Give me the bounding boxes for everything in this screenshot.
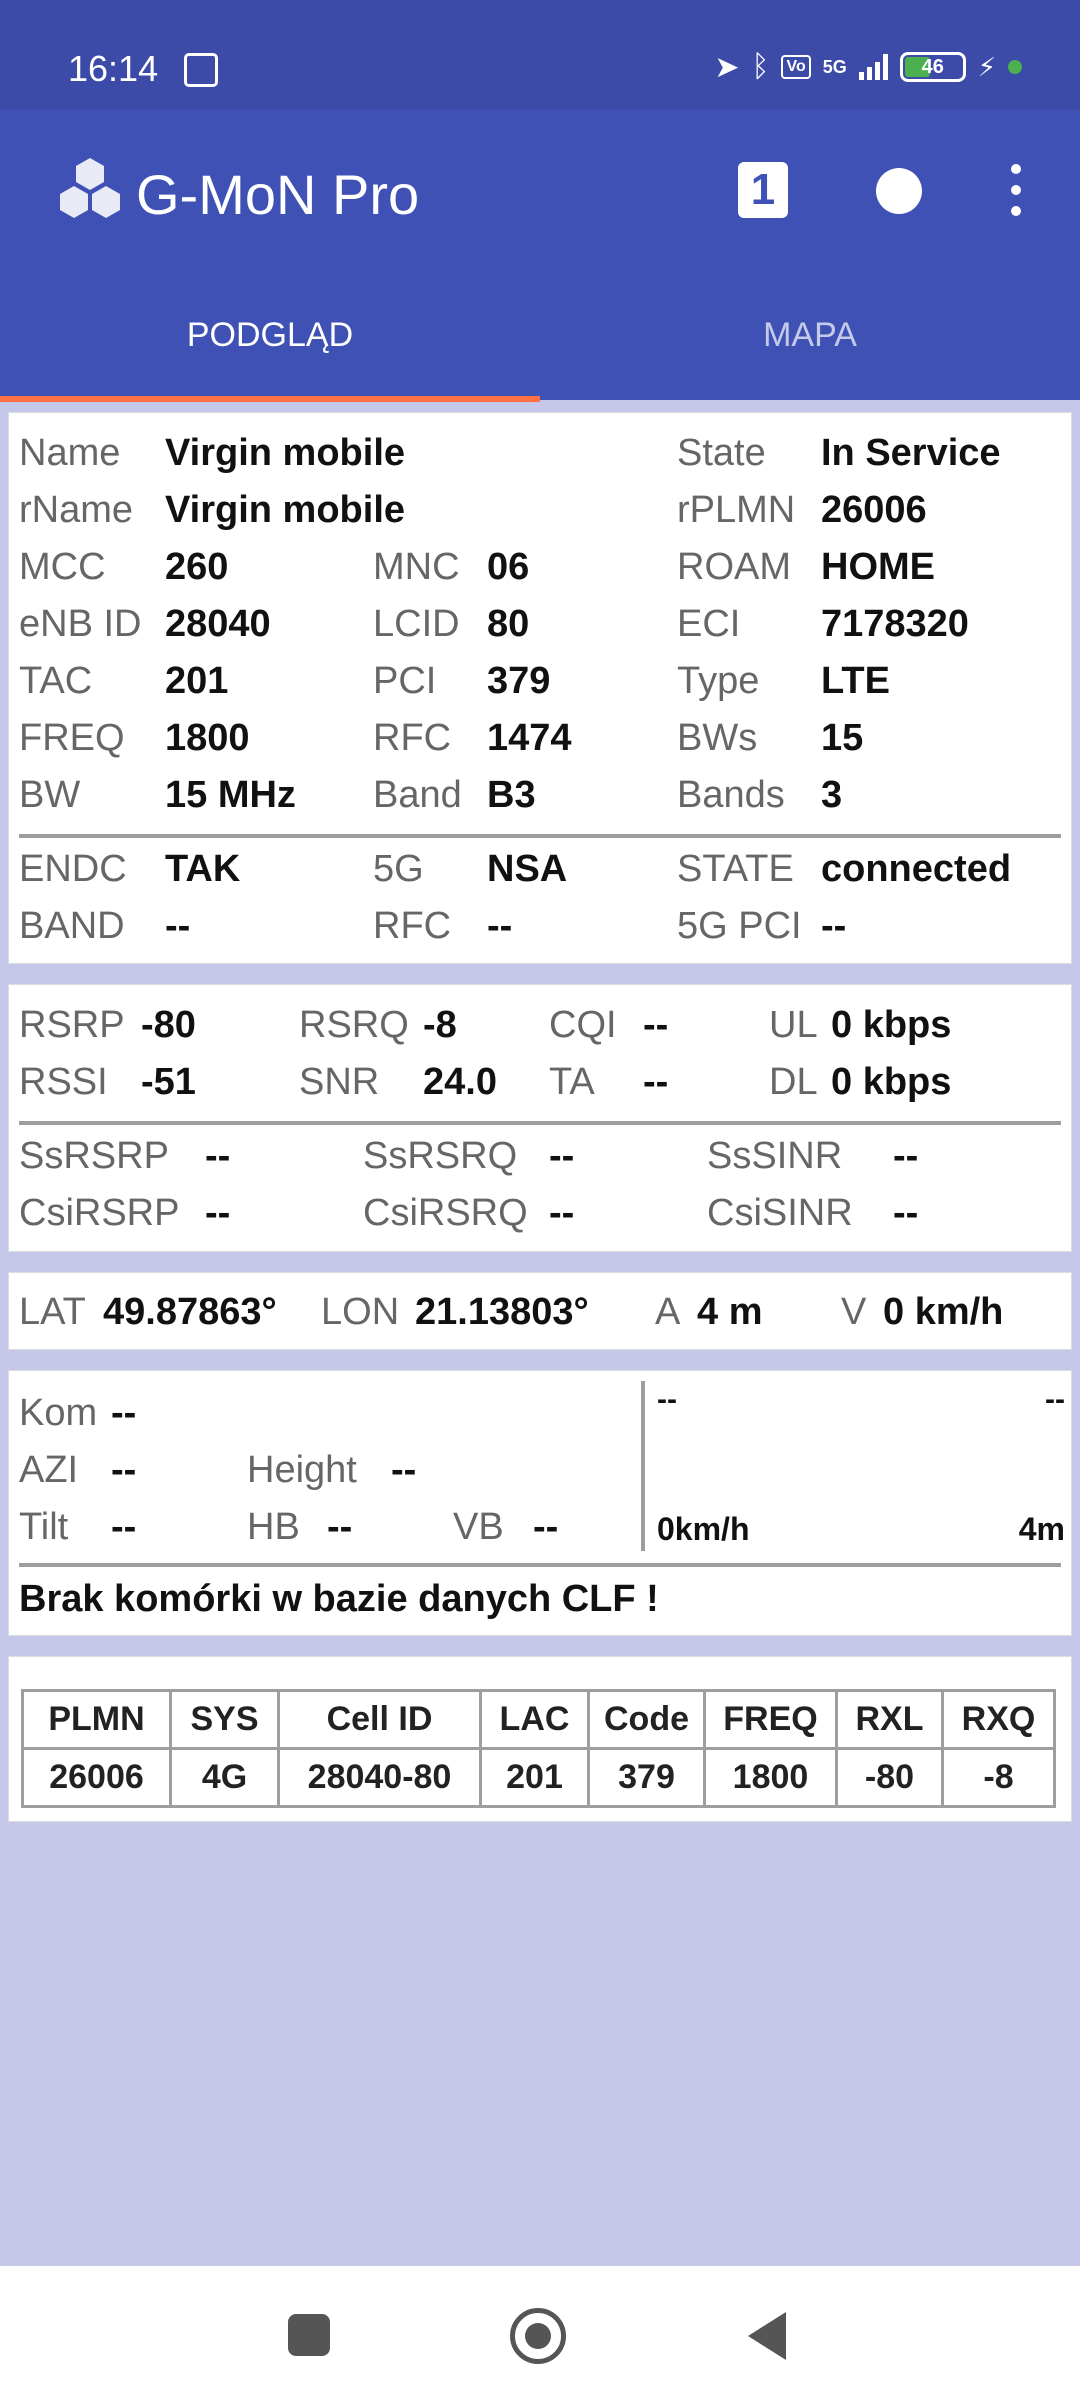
5g-pci-value: -- [821,905,847,947]
status-icons [714,45,1022,89]
csirsrq-label: CsiRSRQ [363,1192,528,1234]
eci-value: 7178320 [821,603,969,645]
cell-table-card [8,1656,1072,1822]
ta-label: TA [549,1061,595,1103]
height-value: -- [391,1449,417,1491]
tac-value: 201 [165,660,229,702]
ul-value: 0 kbps [831,1004,952,1046]
speed-chart-top-left: -- [657,1383,677,1416]
navigation-bar [0,2266,1080,2400]
rplmn-value: 26006 [821,489,927,531]
csirsrp-label: CsiRSRP [19,1192,180,1234]
status-time: 16:14 [68,48,159,89]
ssrsrp-value: -- [205,1135,231,1177]
speed-label: V [841,1291,867,1333]
bws-label: BWs [677,717,758,759]
signal-card [8,984,1072,1252]
mcc-label: MCC [19,546,106,588]
bw-value: 15 MHz [165,774,296,816]
dl-label: DL [769,1061,818,1103]
altitude-label: A [655,1291,681,1333]
tilt-label: Tilt [19,1506,69,1548]
column-header: RXQ [943,1691,1055,1749]
tilt-value: -- [111,1506,137,1548]
endc-label: ENDC [19,848,127,890]
state-label: State [677,432,766,474]
band2-label: BAND [19,905,125,947]
table-row [23,1749,1055,1807]
column-header: LAC [481,1691,589,1749]
ssrsrq-label: SsRSRQ [363,1135,518,1177]
bands-value: 3 [821,774,843,816]
divider [19,834,1061,838]
ta-value: -- [643,1061,669,1103]
cqi-value: -- [643,1004,669,1046]
band-label: Band [373,774,462,816]
rfc-label: RFC [373,717,452,759]
divider [19,1563,1061,1567]
bands-label: Bands [677,774,785,816]
rfc-value: 1474 [487,717,572,759]
rname-value: Virgin mobile [165,489,406,531]
more-options-icon[interactable] [1006,164,1026,216]
roam-value: HOME [821,546,935,588]
bws-value: 15 [821,717,864,759]
vertical-divider [641,1381,645,1551]
lat-label: LAT [19,1291,86,1333]
neighbor-cell-table [21,1689,1056,1808]
speed-chart-top-right: -- [1045,1383,1065,1416]
signal-strength-icon [859,54,888,80]
type-label: Type [677,660,760,702]
kom-label: Kom [19,1392,98,1434]
csisinr-value: -- [893,1192,919,1234]
hb-value: -- [327,1506,353,1548]
divider [19,1121,1061,1125]
band-value: B3 [487,774,536,816]
type-value: LTE [821,660,890,702]
enb-label: eNB ID [19,603,142,645]
table-cell: 26006 [23,1749,171,1807]
ul-label: UL [769,1004,818,1046]
cell-info-card [8,412,1072,964]
sssinr-value: -- [893,1135,919,1177]
column-header: FREQ [705,1691,837,1749]
rssi-value: -51 [141,1061,196,1103]
app-logo-icon [52,154,128,230]
csirsrp-value: -- [205,1192,231,1234]
rplmn-label: rPLMN [677,489,796,531]
location-arrow-icon: ➤ [714,50,740,84]
speed-chart-speed: 0km/h [657,1511,750,1547]
table-cell: -80 [837,1749,943,1807]
record-icon[interactable] [876,168,922,214]
name-label: Name [19,432,121,474]
column-header: Code [589,1691,705,1749]
table-cell: 379 [589,1749,705,1807]
tab-mapa[interactable]: MAPA [763,316,857,354]
vb-label: VB [453,1506,504,1548]
tab-indicator [0,396,540,402]
battery-level: 46 [921,55,944,78]
privacy-dot-icon [1008,60,1022,74]
name-value: Virgin mobile [165,432,406,474]
table-cell: 201 [481,1749,589,1807]
volte-icon: Vo [781,55,810,79]
band2-value: -- [165,905,191,947]
hb-label: HB [247,1506,300,1548]
dl-value: 0 kbps [831,1061,952,1103]
lon-value: 21.13803° [415,1291,589,1333]
table-cell: 1800 [705,1749,837,1807]
5g-icon: 5G [822,57,847,77]
rssi-label: RSSI [19,1061,108,1103]
sssinr-label: SsSINR [707,1135,843,1177]
home-button[interactable] [510,2308,566,2364]
state-value: In Service [821,432,1001,474]
column-header: SYS [171,1691,279,1749]
lat-value: 49.87863° [103,1291,277,1333]
ssrsrp-label: SsRSRP [19,1135,169,1177]
clf-message: Brak komórki w bazie danych CLF ! [19,1578,659,1620]
rsrq-value: -8 [423,1004,457,1046]
column-header: Cell ID [279,1691,481,1749]
ssrsrq-value: -- [549,1135,575,1177]
endc-value: TAK [165,848,241,890]
battery-icon [900,52,966,82]
5g-pci-label: 5G PCI [677,905,802,947]
azi-value: -- [111,1449,137,1491]
table-header-row [23,1691,1055,1749]
azi-label: AZI [19,1449,79,1491]
vb-value: -- [533,1506,559,1548]
bw-label: BW [19,774,81,816]
speed-chart-distance: 4m [1018,1511,1065,1547]
tac-label: TAC [19,660,93,702]
table-cell: 28040-80 [279,1749,481,1807]
column-header: PLMN [23,1691,171,1749]
table-cell: 4G [171,1749,279,1807]
status-bar [0,0,1080,110]
notification-icon [184,53,218,87]
state2-value: connected [821,848,1012,890]
height-label: Height [247,1449,357,1491]
altitude-value: 4 m [697,1291,763,1333]
mcc-value: 260 [165,546,229,588]
eci-label: ECI [677,603,741,645]
charging-icon: ⚡ [977,51,996,82]
rname-label: rName [19,489,134,531]
rsrp-value: -80 [141,1004,196,1046]
pci-label: PCI [373,660,437,702]
freq-label: FREQ [19,717,125,759]
state2-label: STATE [677,848,794,890]
enb-value: 28040 [165,603,271,645]
pci-value: 379 [487,660,551,702]
sim-selector-icon[interactable]: 1 [738,162,788,218]
location-card [8,1272,1072,1350]
snr-label: SNR [299,1061,380,1103]
mnc-label: MNC [373,546,460,588]
mnc-value: 06 [487,546,530,588]
rfc2-value: -- [487,905,513,947]
rsrp-label: RSRP [19,1004,125,1046]
csisinr-label: CsiSINR [707,1192,853,1234]
5g-value: NSA [487,848,568,890]
table-cell: -8 [943,1749,1055,1807]
lcid-label: LCID [373,603,460,645]
roam-label: ROAM [677,546,791,588]
lcid-value: 80 [487,603,530,645]
back-button[interactable] [748,2312,786,2360]
app-bar [0,110,1080,400]
speed-value: 0 km/h [883,1291,1004,1333]
rsrq-label: RSRQ [299,1004,409,1046]
site-card [8,1370,1072,1636]
cqi-label: CQI [549,1004,617,1046]
csirsrq-value: -- [549,1192,575,1234]
snr-value: 24.0 [423,1061,497,1103]
tab-podglad[interactable]: PODGLĄD [186,316,354,354]
rfc2-label: RFC [373,905,452,947]
5g-label: 5G [373,848,424,890]
lon-label: LON [321,1291,400,1333]
freq-value: 1800 [165,717,250,759]
kom-value: -- [111,1392,137,1434]
column-header: RXL [837,1691,943,1749]
app-title: G-MoN Pro [136,163,420,226]
bluetooth-icon: ᛒ [751,50,770,83]
recents-button[interactable] [288,2314,330,2356]
